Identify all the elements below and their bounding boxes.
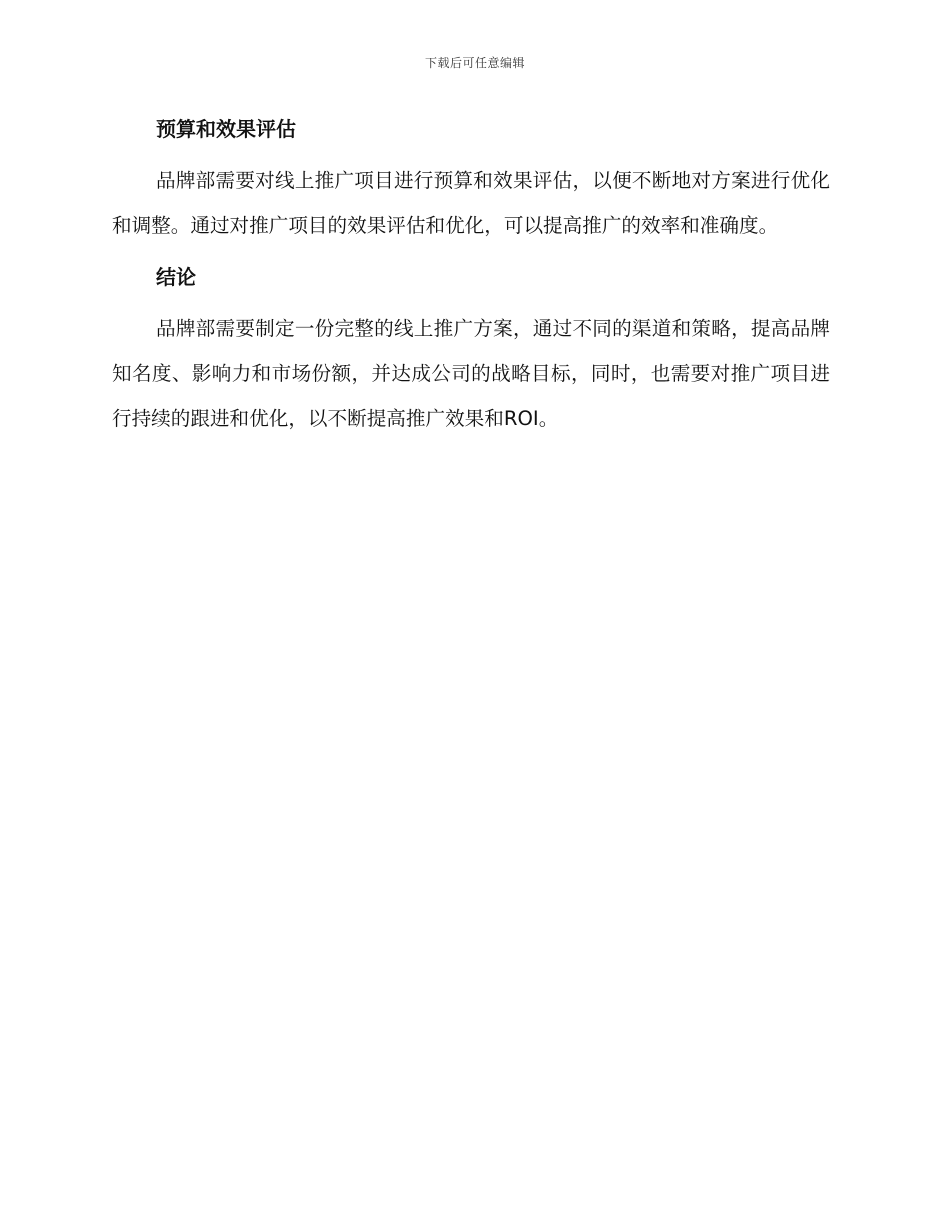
page-header-note: 下载后可任意编辑 bbox=[424, 56, 525, 70]
section-paragraph-conclusion: 品牌部需要制定一份完整的线上推广方案，通过不同的渠道和策略，提高品牌知名度、影响力和市场份额，并达成公司的战略目标，同时，也需要对推广项目进行持续的跟进和优化，以不断提高推广效果和ROI。 bbox=[112, 317, 830, 430]
section-paragraph-budget-evaluation: 品牌部需要对线上推广项目进行预算和效果评估，以便不断地对方案进行优化和调整。通过对推广项目的效果评估和优化，可以提高推广的效率和准确度。 bbox=[112, 169, 830, 237]
document-body bbox=[112, 112, 830, 441]
section-heading-budget-evaluation: 预算和效果评估 bbox=[156, 117, 296, 141]
section-heading-conclusion: 结论 bbox=[156, 265, 196, 289]
